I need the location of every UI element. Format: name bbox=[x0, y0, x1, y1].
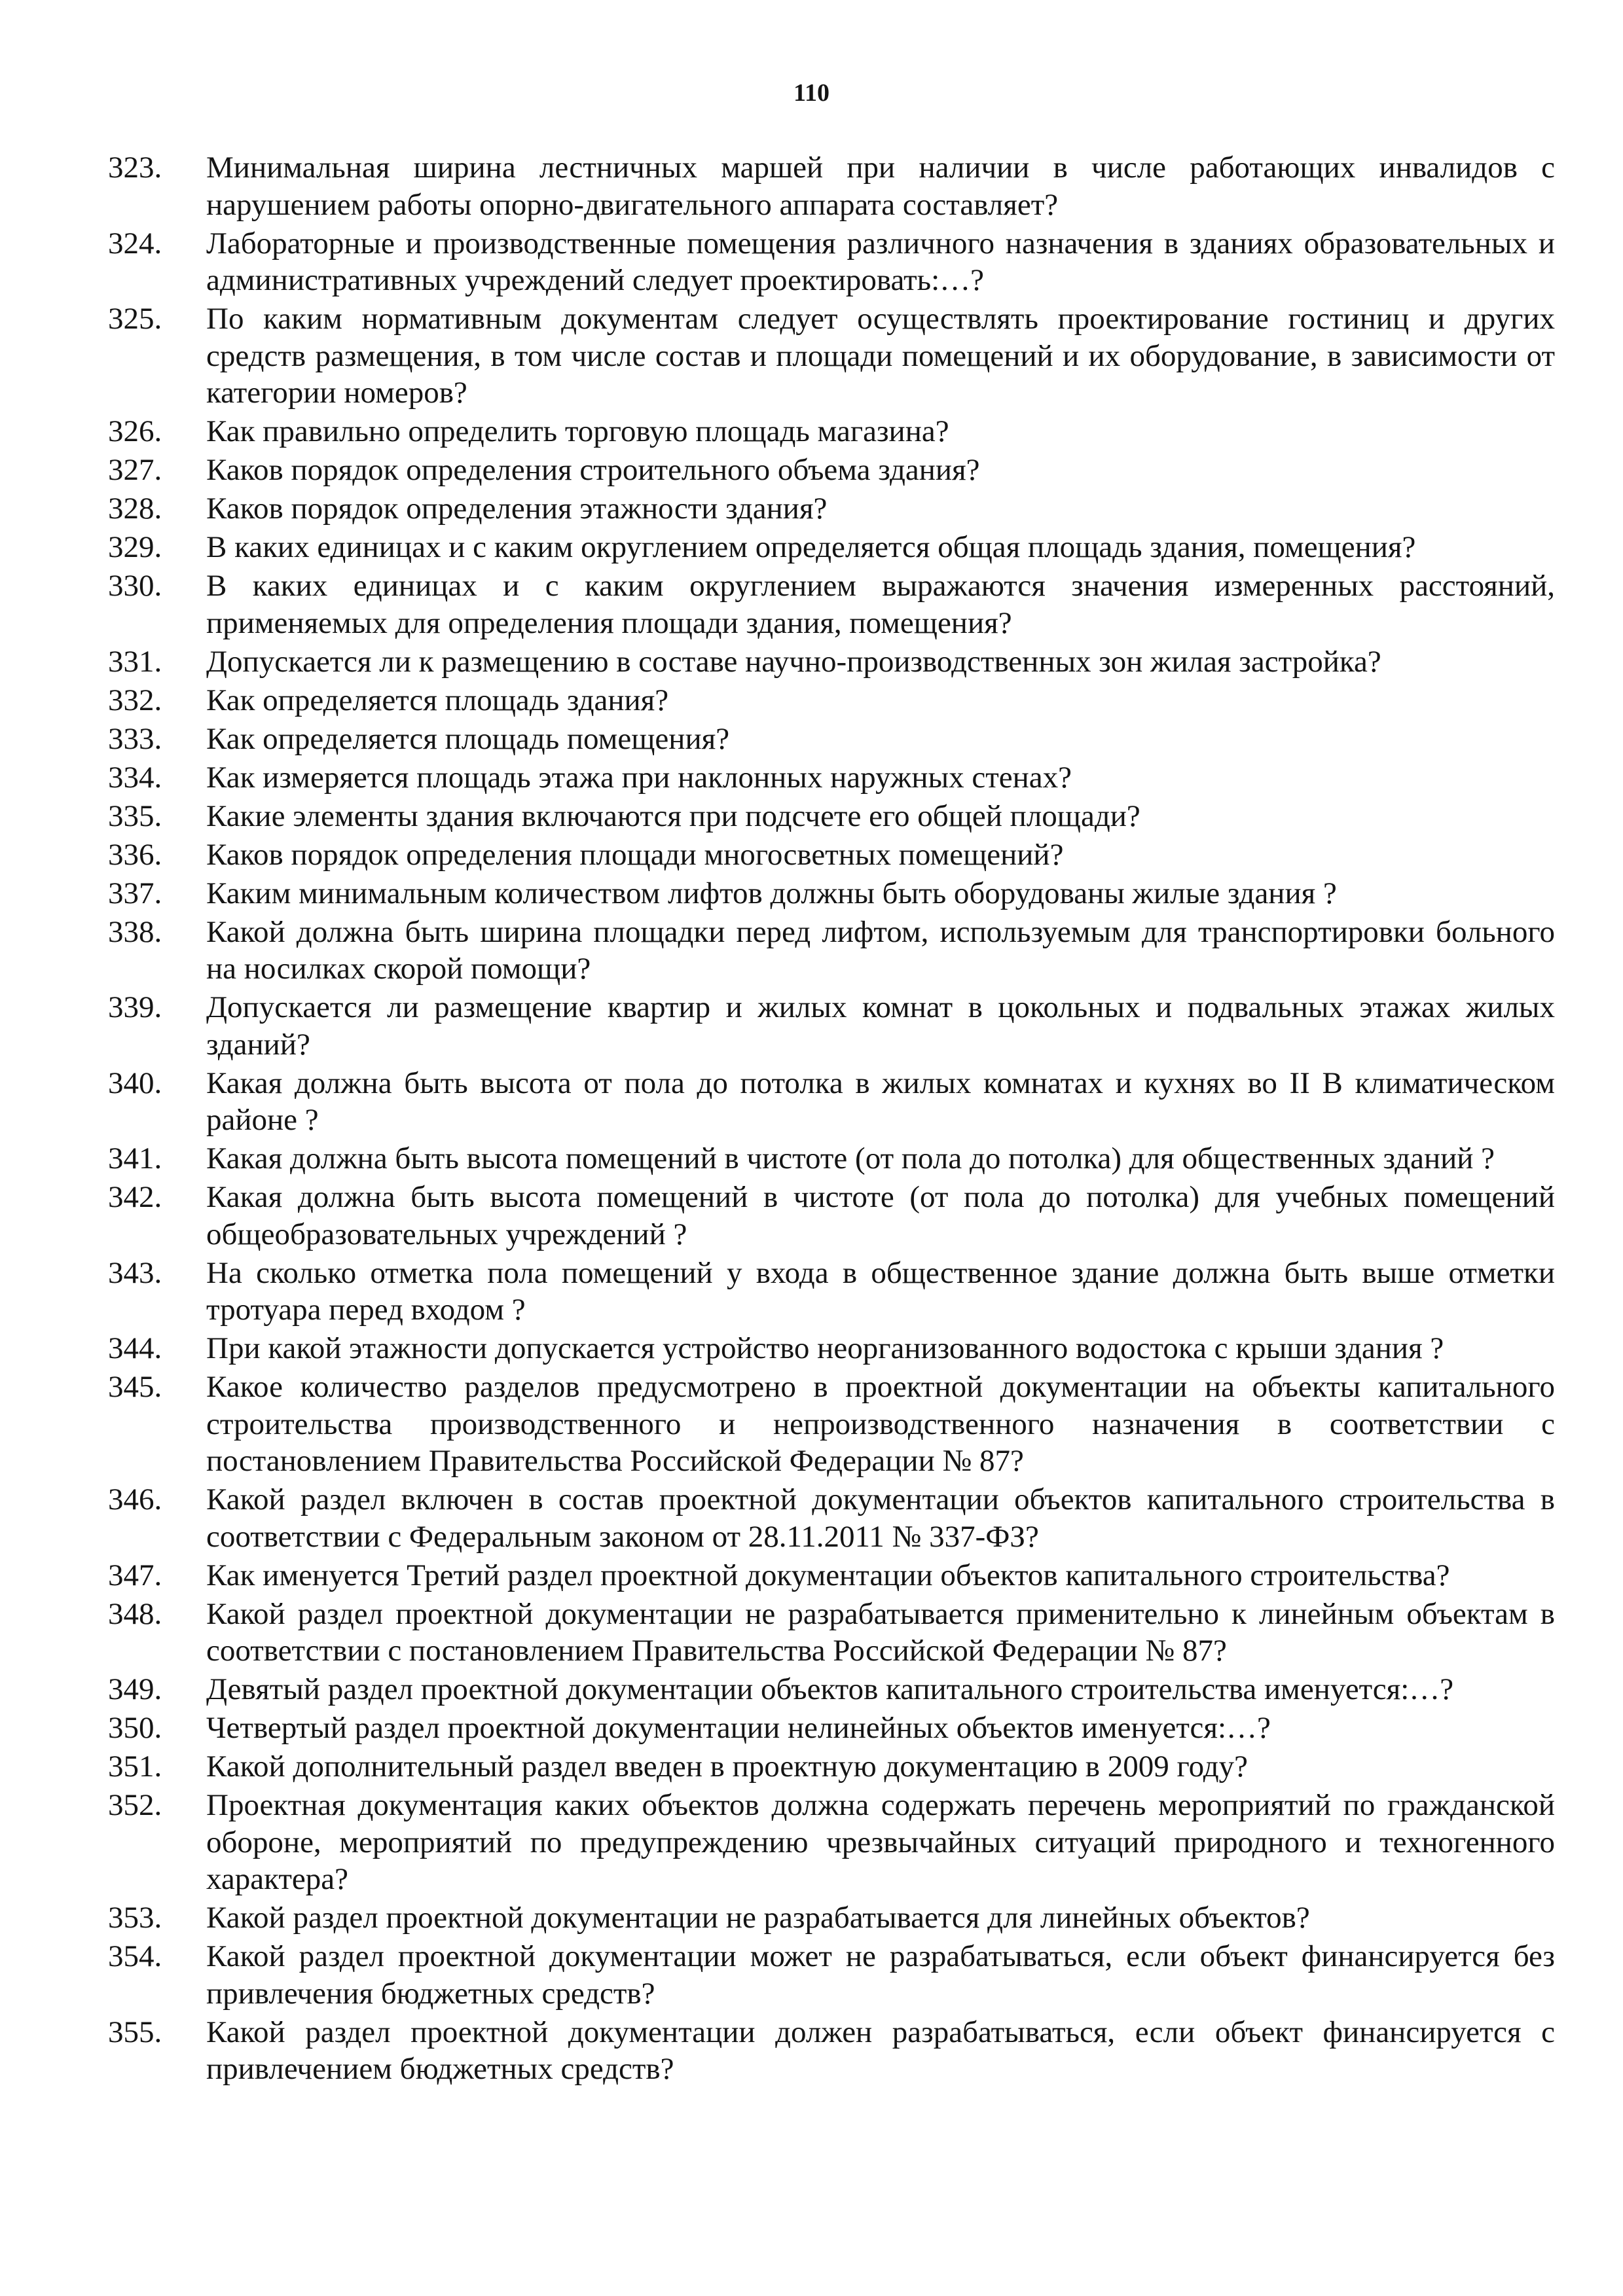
page-number: 110 bbox=[793, 79, 830, 107]
question-number: 329. bbox=[108, 530, 162, 564]
question-text: Какой раздел проектной документации не разрабатывается для линейных объектов? bbox=[206, 1901, 1310, 1935]
question-number: 327. bbox=[108, 453, 162, 487]
question-number: 332. bbox=[108, 683, 162, 717]
question-item bbox=[108, 721, 1555, 758]
question-text: В каких единицах и с каким округлением выражаются значения измеренных расстояний, применяемых для определения площади здания, помещения? bbox=[206, 569, 1555, 640]
question-item bbox=[108, 836, 1555, 874]
question-text: Допускается ли к размещению в составе научно-производственных зон жилая застройка? bbox=[206, 644, 1381, 679]
question-text: Девятый раздел проектной документации объектов капитального строительства именуется:…? bbox=[206, 1672, 1454, 1706]
question-number: 355. bbox=[108, 2015, 162, 2049]
question-text: Каким минимальным количеством лифтов должны быть оборудованы жилые здания ? bbox=[206, 876, 1337, 910]
question-text: Каков порядок определения строительного объема здания? bbox=[206, 453, 980, 487]
question-text: Как определяется площадь здания? bbox=[206, 683, 669, 717]
question-number: 345. bbox=[108, 1370, 162, 1404]
question-text: Какой раздел проектной документации не разрабатывается применительно к линейным объектам в соответствии с постановлением Правительства Российской Федерации № 87? bbox=[206, 1596, 1555, 1668]
question-item bbox=[108, 875, 1555, 912]
question-number: 354. bbox=[108, 1939, 162, 1973]
question-item bbox=[108, 643, 1555, 681]
question-number: 325. bbox=[108, 302, 162, 336]
question-number: 340. bbox=[108, 1066, 162, 1100]
question-text: Лабораторные и производственные помещения различного назначения в зданиях образовательных и административных учреждений следует проектировать:…? bbox=[206, 226, 1555, 297]
question-text: Каков порядок определения площади многосветных помещений? bbox=[206, 837, 1064, 872]
question-number: 335. bbox=[108, 798, 162, 833]
question-text: Как именуется Третий раздел проектной документации объектов капитального строительства? bbox=[206, 1558, 1450, 1592]
question-text: Каков порядок определения этажности здания? bbox=[206, 492, 828, 526]
question-text: Как правильно определить торговую площадь магазина? bbox=[206, 414, 949, 448]
question-item bbox=[108, 914, 1555, 988]
question-number: 343. bbox=[108, 1255, 162, 1290]
question-item bbox=[108, 452, 1555, 489]
question-number: 330. bbox=[108, 569, 162, 603]
question-number: 344. bbox=[108, 1331, 162, 1365]
question-text: Какой раздел проектной документации должен разрабатываться, если объект финансируется с привлечением бюджетных средств? bbox=[206, 2015, 1555, 2086]
question-item bbox=[108, 2014, 1555, 2088]
question-number: 352. bbox=[108, 1788, 162, 1822]
question-item bbox=[108, 989, 1555, 1063]
question-item bbox=[108, 798, 1555, 835]
question-item bbox=[108, 1369, 1555, 1480]
question-number: 348. bbox=[108, 1596, 162, 1631]
question-text: Как измеряется площадь этажа при наклонных наружных стенах? bbox=[206, 760, 1072, 795]
question-text: Четвертый раздел проектной документации нелинейных объектов именуется:…? bbox=[206, 1711, 1271, 1745]
question-item bbox=[108, 413, 1555, 450]
question-item bbox=[108, 1671, 1555, 1708]
question-number: 337. bbox=[108, 876, 162, 910]
question-item bbox=[108, 1330, 1555, 1367]
question-item bbox=[108, 490, 1555, 528]
question-item bbox=[108, 149, 1555, 223]
question-text: Минимальная ширина лестничных маршей при наличии в числе работающих инвалидов с нарушением работы опорно-двигательного аппарата составляет? bbox=[206, 151, 1555, 222]
question-number: 346. bbox=[108, 1482, 162, 1516]
question-text: Какой раздел включен в состав проектной документации объектов капитального строительства в соответствии с Федеральным законом от 28.11.2011 № 337-ФЗ? bbox=[206, 1482, 1555, 1554]
question-item bbox=[108, 1710, 1555, 1747]
question-text: В каких единицах и с каким округлением определяется общая площадь здания, помещения? bbox=[206, 530, 1416, 564]
question-item bbox=[108, 1557, 1555, 1594]
question-number: 351. bbox=[108, 1749, 162, 1784]
question-number: 328. bbox=[108, 492, 162, 526]
question-text: Какой раздел проектной документации может не разрабатываться, если объект финансируется без привлечения бюджетных средств? bbox=[206, 1939, 1555, 2011]
question-text: Какой должна быть ширина площадки перед лифтом, используемым для транспортировки больного на носилках скорой помощи? bbox=[206, 914, 1555, 986]
question-item bbox=[108, 1065, 1555, 1139]
question-number: 326. bbox=[108, 414, 162, 448]
question-text: Проектная документация каких объектов должна содержать перечень мероприятий по гражданской обороне, мероприятий по предупреждению чрезвычайных ситуаций природного и техногенного характера? bbox=[206, 1788, 1555, 1896]
question-text: На сколько отметка пола помещений у входа в общественное здание должна быть выше отметки тротуара перед входом ? bbox=[206, 1255, 1555, 1327]
question-item bbox=[108, 1140, 1555, 1177]
question-text: При какой этажности допускается устройство неорганизованного водостока с крыши здания ? bbox=[206, 1331, 1444, 1365]
question-number: 338. bbox=[108, 914, 162, 949]
question-text: Какая должна быть высота помещений в чистоте (от пола до потолка) для учебных помещений общеобразовательных учреждений ? bbox=[206, 1180, 1555, 1251]
question-text: Как определяется площадь помещения? bbox=[206, 721, 730, 756]
question-text: Допускается ли размещение квартир и жилых комнат в цокольных и подвальных этажах жилых зданий? bbox=[206, 990, 1555, 1062]
question-number: 347. bbox=[108, 1558, 162, 1592]
question-text: По каким нормативным документам следует осуществлять проектирование гостиниц и других средств размещения, в том числе состав и площади помещений и их оборудование, в зависимости от категории номеров? bbox=[206, 302, 1555, 410]
question-text: Какое количество разделов предусмотрено в проектной документации на объекты капитального строительства производственного и непроизводственного назначения в соответствии с постановлением Правительства Российской Федерации № 87? bbox=[206, 1370, 1555, 1478]
question-number: 323. bbox=[108, 151, 162, 185]
question-item bbox=[108, 225, 1555, 299]
question-number: 350. bbox=[108, 1711, 162, 1745]
question-item bbox=[108, 1748, 1555, 1785]
question-item bbox=[108, 1899, 1555, 1937]
question-number: 333. bbox=[108, 721, 162, 756]
question-number: 349. bbox=[108, 1672, 162, 1706]
question-item bbox=[108, 300, 1555, 412]
question-text: Какая должна быть высота помещений в чистоте (от пола до потолка) для общественных зданий ? bbox=[206, 1141, 1495, 1175]
question-text: Какая должна быть высота от пола до потолка в жилых комнатах и кухнях во II В климатическом районе ? bbox=[206, 1066, 1555, 1137]
question-number: 331. bbox=[108, 644, 162, 679]
question-item bbox=[108, 567, 1555, 641]
question-item bbox=[108, 529, 1555, 566]
question-item bbox=[108, 1596, 1555, 1670]
question-item bbox=[108, 1481, 1555, 1555]
question-text: Какие элементы здания включаются при подсчете его общей площади? bbox=[206, 798, 1140, 833]
question-number: 339. bbox=[108, 990, 162, 1024]
question-item bbox=[108, 1787, 1555, 1898]
question-item bbox=[108, 759, 1555, 797]
question-item bbox=[108, 682, 1555, 719]
question-text: Какой дополнительный раздел введен в проектную документацию в 2009 году? bbox=[206, 1749, 1249, 1784]
question-number: 353. bbox=[108, 1901, 162, 1935]
question-item bbox=[108, 1179, 1555, 1253]
question-number: 334. bbox=[108, 760, 162, 795]
question-item bbox=[108, 1255, 1555, 1329]
question-number: 342. bbox=[108, 1180, 162, 1214]
question-list bbox=[108, 149, 1555, 2089]
question-number: 336. bbox=[108, 837, 162, 872]
question-number: 341. bbox=[108, 1141, 162, 1175]
question-item bbox=[108, 1938, 1555, 2012]
question-number: 324. bbox=[108, 226, 162, 260]
